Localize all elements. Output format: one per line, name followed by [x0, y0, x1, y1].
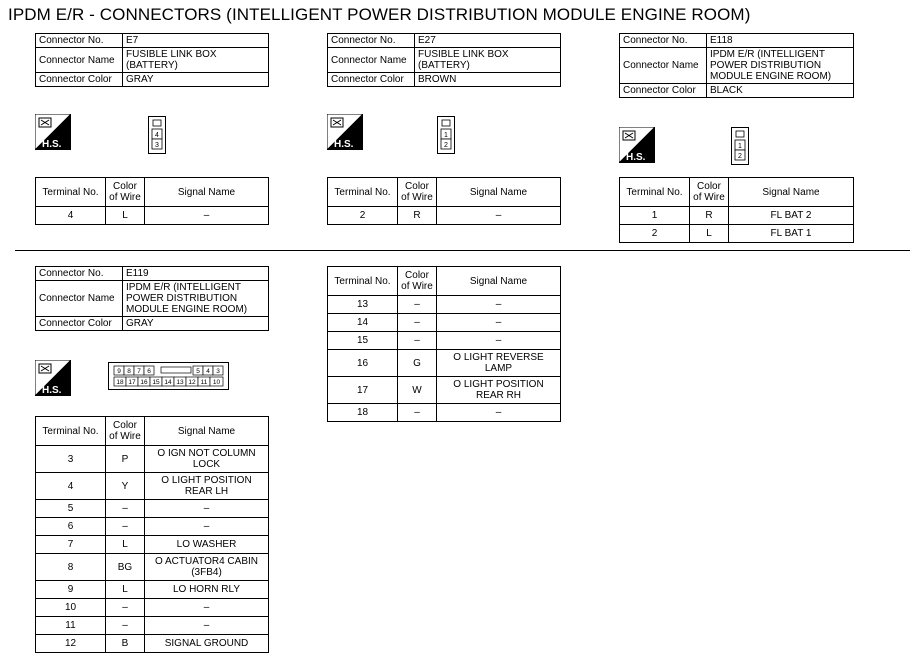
cell-color: –	[398, 332, 437, 350]
cell-color: –	[106, 599, 145, 617]
pin-label: 11	[200, 379, 208, 386]
table-row	[36, 500, 269, 518]
connector-info-e7	[35, 33, 269, 87]
label: Connector Color	[620, 84, 707, 98]
cell-signal: –	[437, 296, 561, 314]
cell-color: –	[398, 404, 437, 422]
cell-color: –	[106, 500, 145, 518]
label: Connector No.	[620, 34, 707, 48]
terminal-table-e27	[327, 177, 561, 225]
pin-label: 3	[216, 368, 220, 375]
col-header: Terminal No.	[620, 178, 690, 207]
table-row	[36, 518, 269, 536]
pin-label: 17	[128, 379, 136, 386]
section-divider	[15, 250, 910, 251]
cell-color: –	[398, 314, 437, 332]
cell-signal: –	[437, 332, 561, 350]
col-header: Terminal No.	[36, 178, 106, 207]
value: BLACK	[707, 84, 854, 98]
pin-label: 6	[147, 368, 151, 375]
cell-terminal: 17	[328, 377, 398, 404]
label: Connector Name	[328, 48, 415, 73]
cell-terminal: 11	[36, 617, 106, 635]
cell-terminal: 9	[36, 581, 106, 599]
table-row	[36, 581, 269, 599]
pin-label: 2	[444, 142, 448, 149]
cell-terminal: 3	[36, 446, 106, 473]
value: E118	[707, 34, 854, 48]
pin-label: 9	[117, 368, 121, 375]
cell-signal: –	[145, 617, 269, 635]
cell-terminal: 18	[328, 404, 398, 422]
table-row	[620, 225, 854, 243]
cell-signal: O IGN NOT COLUMN LOCK	[145, 446, 269, 473]
connector-info-e27	[327, 33, 561, 87]
pin-label: 8	[127, 368, 131, 375]
cell-terminal: 13	[328, 296, 398, 314]
cell-signal: SIGNAL GROUND	[145, 635, 269, 653]
cell-signal: O LIGHT POSITION REAR LH	[145, 473, 269, 500]
pin-label: 15	[152, 379, 160, 386]
cell-signal: O LIGHT POSITION REAR RH	[437, 377, 561, 404]
pin-label: 10	[212, 379, 221, 386]
terminal-table-e7	[35, 177, 269, 225]
label: Connector No.	[328, 34, 415, 48]
cell-signal: –	[145, 500, 269, 518]
pin-label: 4	[155, 132, 159, 139]
cell-terminal: 1	[620, 207, 690, 225]
table-row	[328, 404, 561, 422]
value: FUSIBLE LINK BOX (BATTERY)	[123, 48, 269, 73]
cell-signal: O LIGHT REVERSE LAMP	[437, 350, 561, 377]
col-header: Color of Wire	[106, 417, 145, 446]
col-header: Signal Name	[729, 178, 854, 207]
table-row	[36, 446, 269, 473]
connector-face-e7	[148, 116, 166, 154]
pin-label: 3	[155, 142, 159, 149]
cell-terminal: 2	[328, 207, 398, 225]
value: FUSIBLE LINK BOX (BATTERY)	[415, 48, 561, 73]
cell-color: P	[106, 446, 145, 473]
cell-color: W	[398, 377, 437, 404]
col-header: Color of Wire	[398, 178, 437, 207]
cell-color: B	[106, 635, 145, 653]
cell-color: –	[106, 617, 145, 635]
label: Connector Color	[36, 73, 123, 87]
connector-info-e118	[619, 33, 854, 98]
label: Connector No.	[36, 267, 123, 281]
pin-label: 1	[444, 132, 448, 139]
label: Connector Name	[36, 48, 123, 73]
cell-color: G	[398, 350, 437, 377]
pin-label: 2	[738, 153, 742, 160]
cell-color: L	[690, 225, 729, 243]
cell-signal: –	[145, 599, 269, 617]
connector-face-e118	[731, 127, 749, 165]
cell-terminal: 8	[36, 554, 106, 581]
pin-label: 4	[206, 368, 210, 375]
value: E119	[123, 267, 269, 281]
cell-color: R	[398, 207, 437, 225]
table-row	[328, 350, 561, 377]
cell-signal: FL BAT 2	[729, 207, 854, 225]
col-header: Signal Name	[145, 178, 269, 207]
pin-label: 1	[738, 143, 742, 150]
table-row	[328, 377, 561, 404]
pin-label: 14	[164, 379, 172, 386]
cell-color: BG	[106, 554, 145, 581]
cell-signal: O ACTUATOR4 CABIN (3FB4)	[145, 554, 269, 581]
hs-label: H.S.	[42, 385, 62, 396]
col-header: Color of Wire	[398, 267, 437, 296]
pin-label: 13	[176, 379, 184, 386]
pin-label: 16	[140, 379, 148, 386]
page-title: IPDM E/R - CONNECTORS (INTELLIGENT POWER DISTRIBUTION MODULE ENGINE ROOM)	[8, 5, 751, 24]
value: IPDM E/R (INTELLIGENT POWER DISTRIBUTION MODULE ENGINE ROOM)	[123, 281, 269, 317]
hs-label: H.S.	[626, 152, 646, 163]
table-row	[36, 599, 269, 617]
label: Connector Name	[36, 281, 123, 317]
cell-signal: –	[145, 207, 269, 225]
table-row	[328, 207, 561, 225]
cell-terminal: 5	[36, 500, 106, 518]
connector-face-e27	[437, 116, 455, 154]
value: IPDM E/R (INTELLIGENT POWER DISTRIBUTION MODULE ENGINE ROOM)	[707, 48, 854, 84]
pin-label: 5	[196, 368, 200, 375]
cell-terminal: 4	[36, 207, 106, 225]
table-row	[328, 314, 561, 332]
col-header: Signal Name	[437, 267, 561, 296]
label: Connector No.	[36, 34, 123, 48]
value: BROWN	[415, 73, 561, 87]
connector-info-e119	[35, 266, 269, 331]
table-row	[36, 617, 269, 635]
pin-label: 12	[188, 379, 196, 386]
cell-color: L	[106, 207, 145, 225]
harness-side-icon	[327, 114, 363, 150]
terminal-table-e118	[619, 177, 854, 243]
cell-terminal: 4	[36, 473, 106, 500]
cell-signal: –	[437, 207, 561, 225]
table-row	[36, 554, 269, 581]
cell-color: –	[398, 296, 437, 314]
col-header: Terminal No.	[328, 178, 398, 207]
hs-label: H.S.	[42, 139, 62, 150]
table-row	[36, 473, 269, 500]
cell-signal: LO WASHER	[145, 536, 269, 554]
cell-terminal: 10	[36, 599, 106, 617]
harness-side-icon	[35, 114, 71, 150]
pin-label: 7	[137, 368, 141, 375]
cell-signal: –	[437, 404, 561, 422]
table-row	[36, 536, 269, 554]
value: GRAY	[123, 317, 269, 331]
cell-terminal: 7	[36, 536, 106, 554]
value: E7	[123, 34, 269, 48]
cell-terminal: 16	[328, 350, 398, 377]
cell-signal: –	[437, 314, 561, 332]
cell-terminal: 2	[620, 225, 690, 243]
terminal-table-e119-continued	[327, 266, 561, 422]
cell-signal: LO HORN RLY	[145, 581, 269, 599]
col-header: Terminal No.	[328, 267, 398, 296]
cell-color: –	[106, 518, 145, 536]
cell-terminal: 15	[328, 332, 398, 350]
value: E27	[415, 34, 561, 48]
col-header: Terminal No.	[36, 417, 106, 446]
cell-color: R	[690, 207, 729, 225]
label: Connector Name	[620, 48, 707, 84]
hs-label: H.S.	[334, 139, 354, 150]
col-header: Color of Wire	[106, 178, 145, 207]
cell-terminal: 6	[36, 518, 106, 536]
col-header: Color of Wire	[690, 178, 729, 207]
table-row	[328, 332, 561, 350]
table-row	[328, 296, 561, 314]
cell-terminal: 14	[328, 314, 398, 332]
terminal-table-e119	[35, 416, 269, 653]
cell-signal: FL BAT 1	[729, 225, 854, 243]
table-row	[36, 635, 269, 653]
harness-side-icon	[619, 127, 655, 163]
cell-color: Y	[106, 473, 145, 500]
cell-terminal: 12	[36, 635, 106, 653]
col-header: Signal Name	[437, 178, 561, 207]
label: Connector Color	[328, 73, 415, 87]
table-row	[620, 207, 854, 225]
value: GRAY	[123, 73, 269, 87]
cell-color: L	[106, 581, 145, 599]
cell-color: L	[106, 536, 145, 554]
pin-label: 18	[116, 379, 124, 386]
connector-face-e119	[108, 362, 229, 390]
label: Connector Color	[36, 317, 123, 331]
cell-signal: –	[145, 518, 269, 536]
col-header: Signal Name	[145, 417, 269, 446]
table-row	[36, 207, 269, 225]
harness-side-icon	[35, 360, 71, 396]
